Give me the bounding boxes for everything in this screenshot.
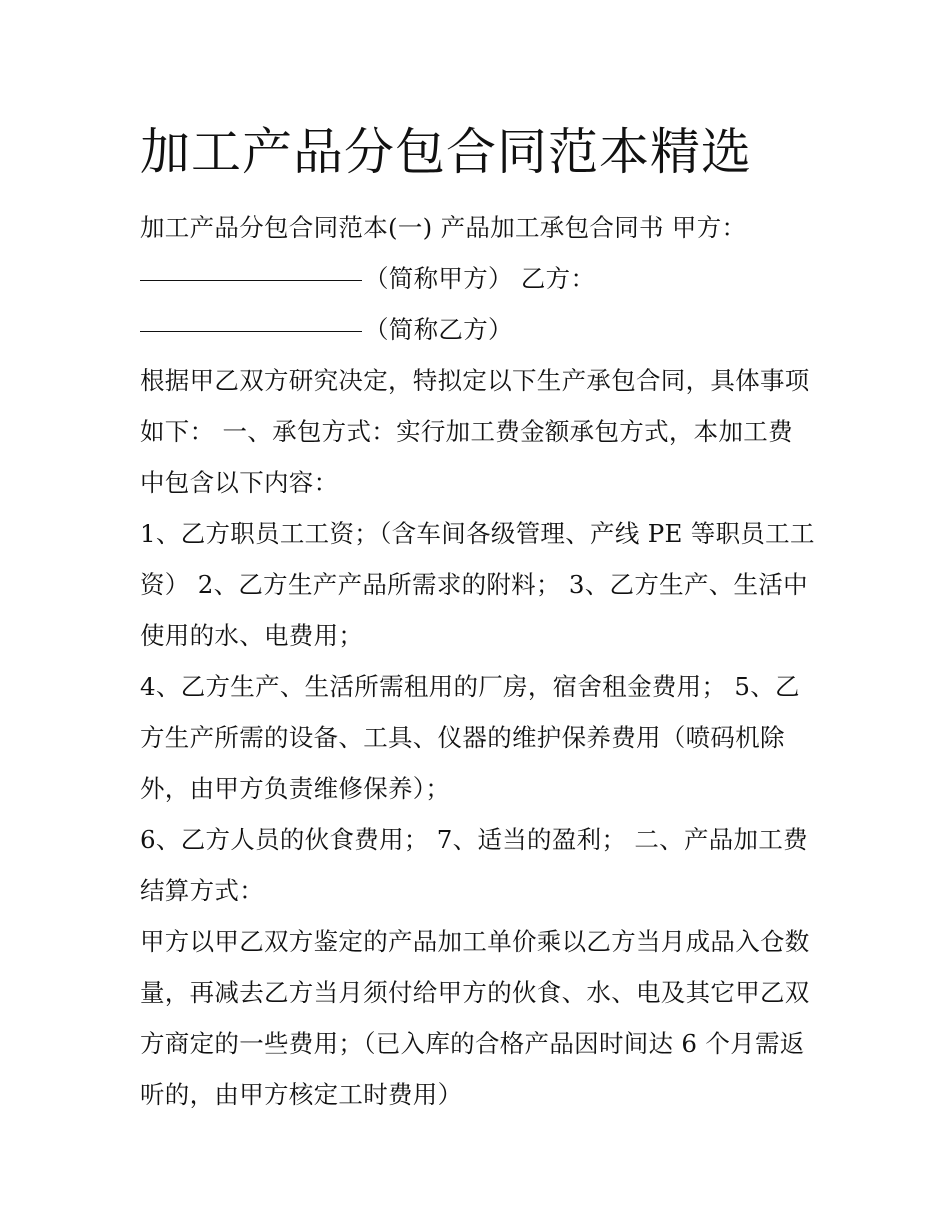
paragraph-line-with-blank xyxy=(140,304,820,355)
document-title: 加工产品分包合同范本精选 xyxy=(140,123,752,181)
paragraph-line: 资） 2、乙方生产产品所需求的附料； 3、乙方生产、生活中 xyxy=(140,570,808,599)
paragraph-line: 如下： 一、承包方式：实行加工费金额承包方式，本加工费 xyxy=(140,417,793,446)
paragraph-line: 加工产品分包合同范本(一) 产品加工承包合同书 甲方： xyxy=(140,213,747,242)
fill-in-blank-party-a xyxy=(140,280,362,281)
paragraph-line: 方生产所需的设备、工具、仪器的维护保养费用（喷码机除 xyxy=(140,723,785,752)
paragraph-line: 使用的水、电费用； xyxy=(140,621,364,650)
paragraph-line: 甲方以甲乙双方鉴定的产品加工单价乘以乙方当月成品入仓数 xyxy=(140,927,810,956)
paragraph-line: 结算方式： xyxy=(140,876,264,905)
paragraph-line-text: （简称乙方） xyxy=(364,315,513,344)
paragraph-line: 量，再减去乙方当月须付给甲方的伙食、水、电及其它甲乙双 xyxy=(140,978,810,1007)
paragraph-line: 方商定的一些费用；（已入库的合格产品因时间达 6 个月需返 xyxy=(140,1029,805,1058)
paragraph-line: 中包含以下内容： xyxy=(140,468,339,497)
paragraph-line-with-blank xyxy=(140,253,820,304)
paragraph-line: 6、乙方人员的伙食费用； 7、适当的盈利； 二、产品加工费 xyxy=(140,825,808,854)
document-body xyxy=(140,202,820,1120)
paragraph-line-text: （简称甲方） 乙方： xyxy=(364,264,596,293)
paragraph-line: 外，由甲方负责维修保养）； xyxy=(140,774,451,803)
paragraph-line: 听的，由甲方核定工时费用） xyxy=(140,1080,463,1109)
paragraph-line: 1、乙方职员工工资；（含车间各级管理、产线 PE 等职员工工 xyxy=(140,519,815,548)
fill-in-blank-party-b xyxy=(140,331,362,332)
paragraph-line: 根据甲乙双方研究决定，特拟定以下生产承包合同，具体事项 xyxy=(140,366,810,395)
paragraph-line: 4、乙方生产、生活所需租用的厂房，宿舍租金费用； 5、乙 xyxy=(140,672,800,701)
